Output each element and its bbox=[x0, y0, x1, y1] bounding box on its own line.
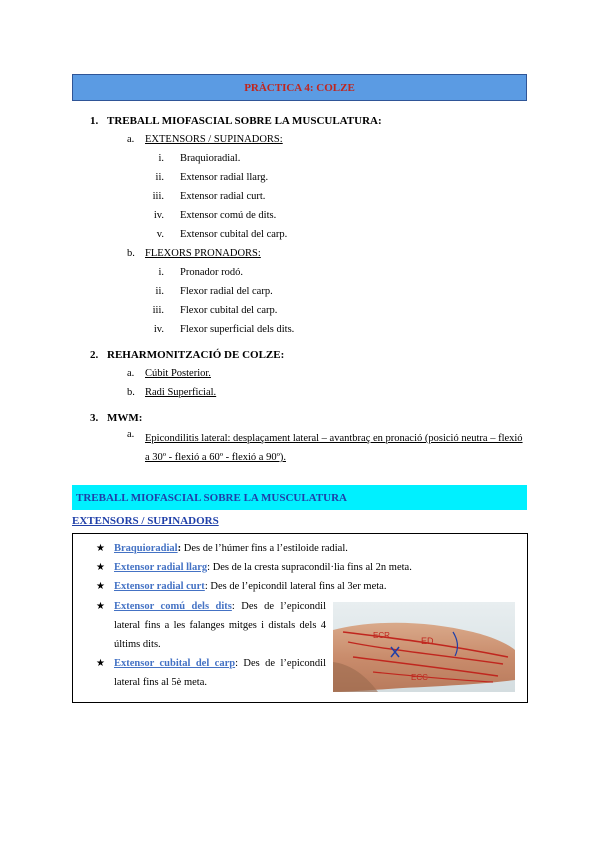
list-item: ii. Extensor radial llarg. bbox=[155, 172, 269, 183]
list-item: i. Braquioradial. bbox=[158, 153, 241, 164]
star-icon: ★ bbox=[96, 658, 105, 669]
outline-sub-1b: b. FLEXORS PRONADORS: bbox=[127, 248, 261, 259]
list-item: Extensor comú dels dits: Des de l’epicondil lateral fins a les falanges mitges i distals dels 4 últims dits. bbox=[114, 601, 326, 650]
term-link[interactable]: Extensor cubital del carp bbox=[114, 658, 236, 669]
list-item: ii. Flexor radial del carp. bbox=[155, 286, 273, 297]
star-icon: ★ bbox=[96, 581, 105, 592]
list-item: i. Pronador rodó. bbox=[158, 267, 243, 278]
forearm-illustration bbox=[333, 602, 515, 692]
outline-sub-3a: a. Epicondilitis lateral: desplaçament lateral – avantbraç en pronació (posició neutra – flexió a 30º - flexió a 60º - flexió a 90º). bbox=[127, 429, 523, 463]
outline-heading-1: 1. TREBALL MIOFASCIAL SOBRE LA MUSCULATURA: bbox=[90, 115, 382, 127]
outline-sub-2b: b. Radi Superficial. bbox=[127, 387, 217, 398]
list-item: iii. Flexor cubital del carp. bbox=[152, 305, 278, 316]
list-item: v. Extensor cubital del carp. bbox=[156, 229, 288, 240]
section-subheading: EXTENSORS / SUPINADORS bbox=[72, 515, 219, 527]
list-item: Braquioradial: Des de l’húmer fins a l’estiloide radial. bbox=[114, 543, 348, 554]
term-link[interactable]: Braquioradial bbox=[114, 543, 178, 554]
outline-heading-2: 2. REHARMONITZACIÓ DE COLZE: bbox=[90, 349, 285, 361]
star-icon: ★ bbox=[96, 601, 105, 612]
list-item: iii. Extensor radial curt. bbox=[152, 191, 266, 202]
list-item: Extensor cubital del carp: Des de l’epicondil lateral fins al 5è meta. bbox=[114, 658, 326, 688]
list-item: Extensor radial llarg: Des de la cresta supracondil·lia fins al 2n meta. bbox=[114, 562, 412, 573]
term-link[interactable]: Extensor radial curt bbox=[114, 581, 205, 592]
outline-sub-2a: a. Cúbit Posterior. bbox=[127, 368, 211, 379]
outline-heading-3: 3. MWM: bbox=[90, 412, 143, 424]
forearm-photo bbox=[333, 602, 515, 692]
outline-sub-1a: a. EXTENSORS / SUPINADORS: bbox=[127, 134, 283, 145]
star-icon: ★ bbox=[96, 562, 105, 573]
photo-label: ECR bbox=[373, 631, 390, 640]
term-link[interactable]: Extensor comú dels dits bbox=[114, 601, 232, 612]
term-link[interactable]: Extensor radial llarg bbox=[114, 562, 208, 573]
photo-label: ED bbox=[421, 636, 434, 646]
list-item: iv. Extensor comú de dits. bbox=[153, 210, 277, 221]
list-item: Extensor radial curt: Des de l’epicondil lateral fins al 3er meta. bbox=[114, 581, 387, 592]
photo-label: ECC bbox=[411, 673, 428, 682]
section-heading: TREBALL MIOFASCIAL SOBRE LA MUSCULATURA bbox=[72, 485, 527, 510]
star-icon: ★ bbox=[96, 543, 105, 554]
list-item: iv. Flexor superficial dels dits. bbox=[153, 324, 295, 335]
page-title: PRÀCTICA 4: COLZE bbox=[72, 74, 527, 101]
